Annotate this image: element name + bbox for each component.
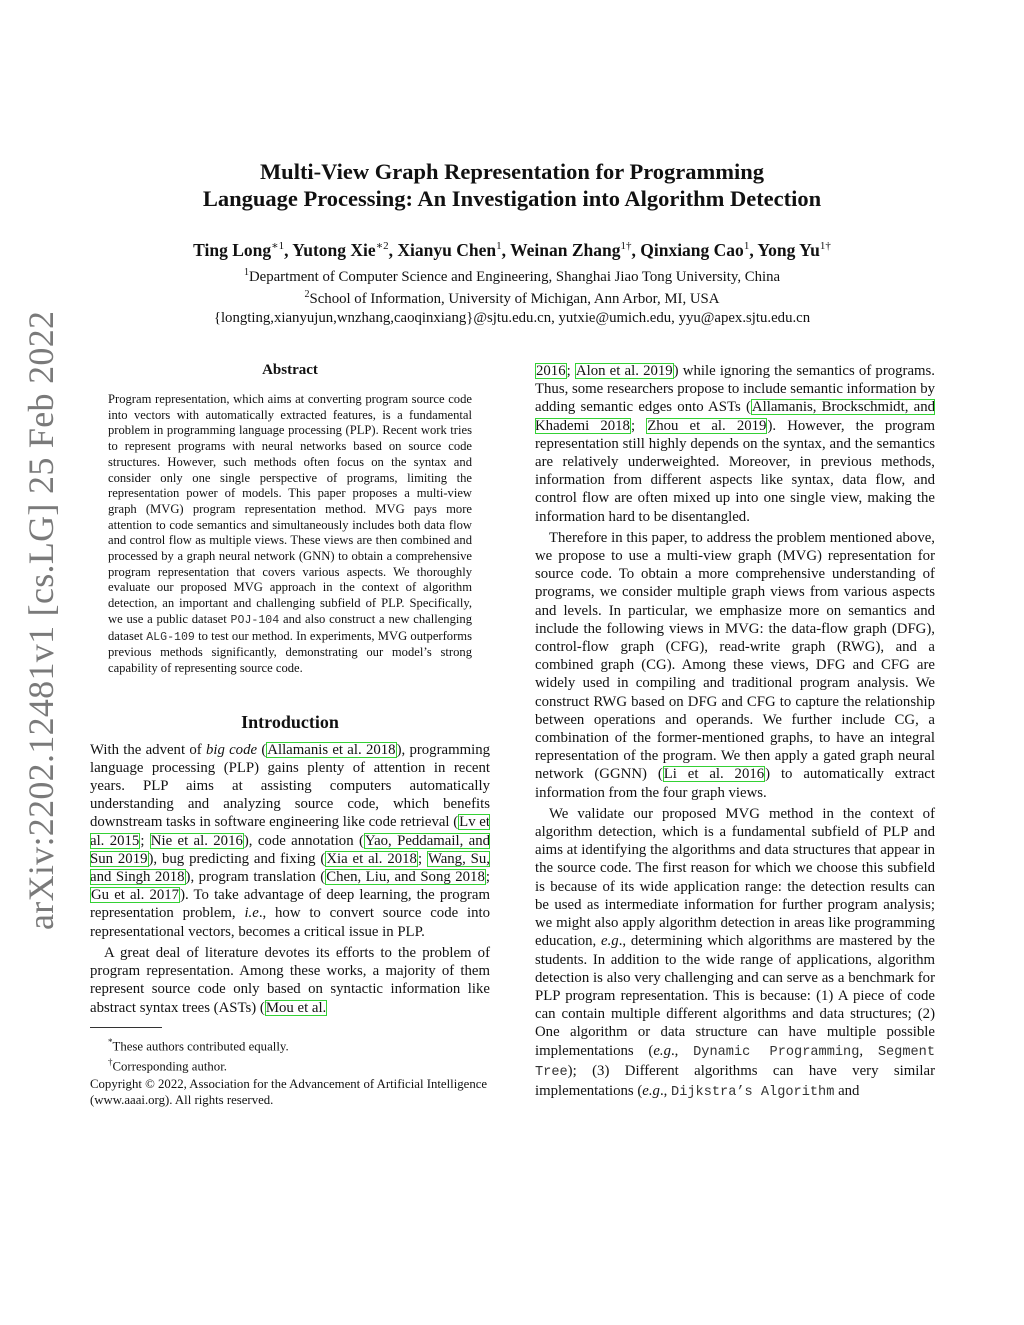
text: A great deal of literature devotes its efforts to the problem of program representation. Among these works, a majority of them represent source code only based on syntactic information like abstract syntax trees (ASTs) ( <box>90 944 490 1016</box>
left-column <box>90 360 490 1108</box>
footnote-mark: † <box>108 1057 113 1068</box>
dataset-name: POJ-104 <box>230 613 280 627</box>
affiliation-mark: 2 <box>304 289 310 301</box>
text: ., how to convert source code into representational vectors, becomes a critical issue in PLP. <box>90 905 490 940</box>
footnote-divider <box>90 1027 162 1028</box>
text: ; <box>417 850 427 867</box>
affiliation-text: School of Information, University of Michigan, Ann Arbor, MI, USA <box>309 291 720 308</box>
abstract-text: Program representation, which aims at converting program source code into vectors with automatically extracted features, is a fundamental problem in programming language processing (PLP). Recent work tries to represent programs with neural networks based on source code structures. However, such methods often focus on the syntax and consider only one single perspective of programs, limiting the representation power of models. This paper proposes a multi-view graph (MVG) program representation method. MVG pays more attention to code semantics and simultaneously includes both data flow and control flow as multiple views. These views are then combined and processed by a graph neural network (GNN) to obtain a comprehensive program representation that covers various aspects. We thoroughly evaluate our proposed MVG approach in the context of algorithm detection, an important and challenging subfield of PLP. Specifically, we use a public dataset <box>108 392 472 626</box>
text: ; <box>485 869 490 886</box>
footnote-text: These authors contributed equally. <box>112 1038 289 1053</box>
right-paragraph-1 <box>535 362 935 526</box>
citation-link[interactable]: Nie et al. 2016 <box>150 832 243 849</box>
author-affiliation-mark: 1† <box>620 240 632 252</box>
text: ., determining which algorithms are mastered by the students. In addition to the wide range of applications, algorithm detection is also very challenging and can serve as a benchmark for PLP program representation. This is because: (1) A piece of code can contain multiple different algorithms and data structures; (2) One algorithm or data structure can have multiple possible implementations ( <box>535 933 936 1059</box>
citation-link[interactable]: Allamanis, Brockschmidt, and Khademi 2018 <box>535 399 936 434</box>
text: and <box>834 1082 860 1099</box>
author-name: Weinan Zhang <box>510 239 621 260</box>
emphasis: e.g <box>642 1082 660 1099</box>
code-term: Dijkstra’s Algorithm <box>671 1084 835 1100</box>
citation-link[interactable]: Alon et al. 2019 <box>575 363 673 379</box>
text: ), bug predicting and fixing ( <box>148 850 326 867</box>
abstract-heading: Abstract <box>262 362 318 378</box>
footnotes <box>90 1034 490 1075</box>
author-separator: , <box>749 239 758 260</box>
text: ; <box>140 832 150 849</box>
emphasis: big code <box>205 741 258 758</box>
footnote-equal-contribution <box>90 1034 490 1055</box>
abstract-body <box>108 392 472 677</box>
introduction-heading: Introduction <box>241 711 339 732</box>
text: Therefore in this paper, to address the problem mentioned above, we propose to use a multi-view graph (MVG) representation for source code. To obtain a more comprehensive understanding of programs, we consider multiple graph views from various aspects and levels. In particular, we emphasize more on semantics and include the following views in MVG: the data-flow graph (DFG), control-flow graph (CFG), read-write graph (RWG), and a combined graph (CG). Among these views, DFG and CFG are widely used in compiling and traditional program analysis. We construct RWG based on DFG and CFG to capture the relationship between operations and operands. We further include CG, a combination of the former-mentioned graphs, to have an integral representation of the program. We then apply a gated graph neural network (GGNN) ( <box>535 529 935 783</box>
text: We validate our proposed MVG method in the context of algorithm detection, which is a fundamental subfield of PLP and aims at identifying the algorithms and data structures that appear in the source code. The first reason for which we choose this subfield is because of its wide application range: the detection results can be used as intermediate information for further program analysis; we might also apply algorithm detection in areas like programming education, <box>535 805 935 950</box>
author-name: Yong Yu <box>757 239 820 260</box>
text: ); (3) Different algorithms can have very similar implementations ( <box>535 1062 935 1099</box>
author-name: Ting Long <box>193 239 272 260</box>
citation-link[interactable]: Mou et al. <box>265 999 327 1016</box>
intro-paragraph-1 <box>90 741 490 941</box>
text: ). To take advantage of deep learning, the program representation problem, <box>90 887 490 922</box>
author-affiliation-mark: ∗2 <box>375 240 389 252</box>
abstract-text: to test our method. In experiments, MVG outperforms previous methods significantly, demonstrating our model’s strong capability of representing source code. <box>108 628 472 675</box>
emphasis: e.g <box>653 1042 671 1059</box>
paper-title <box>90 158 934 212</box>
code-term: Segment Tree <box>535 1044 935 1080</box>
author-list <box>90 234 934 262</box>
citation-link[interactable]: 2016 <box>536 363 566 379</box>
text: ; <box>630 417 647 434</box>
citation-link[interactable]: Gu et al. 2017 <box>91 887 180 904</box>
intro-paragraph-2 <box>90 944 490 1017</box>
author-name: Qinxiang Cao <box>640 239 744 260</box>
author-affiliation-mark: 1 <box>743 240 750 252</box>
citation-link[interactable]: Zhou et al. 2019 <box>647 417 767 434</box>
author-affiliation-mark: ∗1 <box>271 240 285 252</box>
text: ). However, the program representation still highly depends on the syntax, and the semantics are relatively underweighted. Moreover, in previous methods, information from different aspects like syntax, data flow, and control flow are often mixed up into one single view, making the information hard to be disentangled. <box>535 417 935 525</box>
text: ; <box>566 363 575 379</box>
text: ) to automatically extract information from the four graph views. <box>535 766 935 801</box>
footnote-corresponding-author <box>90 1054 490 1075</box>
text: ), code annotation ( <box>243 832 364 849</box>
emphasis: i.e <box>244 905 259 922</box>
text: ) while ignoring the semantics of programs. Thus, some researchers propose to include semantic information by adding semantic edges onto ASTs ( <box>535 363 936 416</box>
title-line-1: Multi-View Graph Representation for Programming <box>259 159 765 184</box>
citation-link[interactable]: Li et al. 2016 <box>663 766 765 783</box>
author-affiliation-mark: 1 <box>496 240 502 252</box>
affiliation-1 <box>90 264 934 286</box>
text: ), program translation ( <box>185 869 326 886</box>
author-emails: {longting,xianyujun,wnzhang,caoqinxiang}@sjtu.edu.cn, yutxie@umich.edu, yyu@apex.sjtu.edu.cn <box>213 309 811 326</box>
citation-link[interactable]: Lv et al. 2015 <box>90 814 490 849</box>
citation-link[interactable]: Allamanis et al. 2018 <box>267 741 396 758</box>
author-separator: , <box>284 239 293 260</box>
citation-link[interactable]: Xia et al. 2018 <box>326 850 417 867</box>
author-separator: , <box>631 239 641 260</box>
citation-link[interactable]: Wang, Su, and Singh 2018 <box>90 850 490 886</box>
code-term: Dynamic Programming <box>693 1044 860 1060</box>
footnote-text: Corresponding author. <box>112 1059 227 1074</box>
title-line-2: Language Processing: An Investigation into Algorithm Detection <box>202 186 822 211</box>
right-paragraph-2 <box>535 529 935 802</box>
footnote-mark: * <box>108 1036 113 1047</box>
text: , <box>859 1042 878 1059</box>
dataset-name: ALG-109 <box>146 630 195 644</box>
author-separator: , <box>501 239 511 260</box>
affiliation-mark: 1 <box>243 267 249 278</box>
author-separator: , <box>388 239 398 260</box>
copyright-notice: Copyright © 2022, Association for the Advancement of Artificial Intelligence (www.aaai.org). All rights reserved. <box>90 1077 488 1108</box>
right-column <box>535 362 935 1102</box>
text: ), programming language processing (PLP) gains plenty of attention in recent years. PLP aims at assisting computers automatically understanding and analyzing source code, which benefits downstream tasks in software engineering like code retrieval ( <box>90 741 491 831</box>
author-name: Xianyu Chen <box>397 239 497 260</box>
affiliation-text: Department of Computer Science and Engineering, Shanghai Jiao Tong University, China <box>248 268 781 285</box>
arxiv-identifier-stamp: arXiv:2202.12481v1 [cs.LG] 25 Feb 2022 <box>21 310 61 930</box>
citation-link[interactable]: Chen, Liu, and Song 2018 <box>326 869 485 886</box>
author-name: Yutong Xie <box>292 239 376 260</box>
author-affiliation-mark: 1† <box>819 240 831 252</box>
text: ., <box>670 1042 694 1059</box>
text: ., <box>659 1082 672 1099</box>
right-paragraph-3 <box>535 805 935 1102</box>
affiliation-2 <box>90 286 934 308</box>
emphasis: e.g <box>601 933 619 950</box>
affiliations <box>90 264 934 327</box>
text: With the advent of <box>90 741 206 758</box>
abstract-text: and also construct a new challenging dataset <box>108 611 472 643</box>
citation-link[interactable]: Yao, Peddamail, and Sun 2019 <box>90 832 490 867</box>
text: ( <box>257 741 267 758</box>
